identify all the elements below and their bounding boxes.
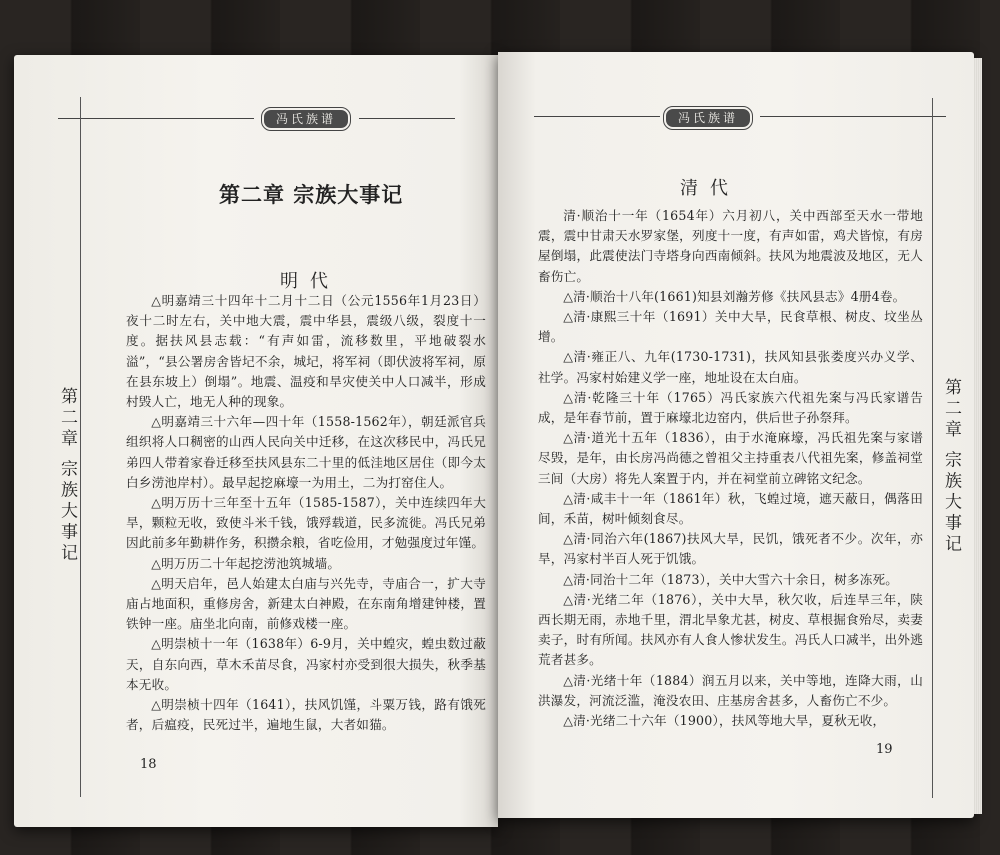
left-page xyxy=(14,55,498,827)
entry: △清·同治十二年（1873），关中大雪六十余日，树多冻死。 xyxy=(563,571,899,587)
entry: △明万历二十年起挖涝池筑城墙。 xyxy=(151,555,341,571)
page-number: 19 xyxy=(876,742,893,757)
entry: △明万历十三年至十五年（1585-1587），关中连续四年大旱，颗粒无收，致使斗米千钱，饿殍载道，民多流徙。冯氏兄弟因此前多年勤耕作务，积攒余粮，省吃俭用，才勉强度过年馑。 xyxy=(126,495,486,551)
entry: △明崇桢十四年（1641），扶风饥馑，斗粟万钱，路有饿死者，后瘟疫，民死过半，遍地生鼠，大者如猫。 xyxy=(126,697,486,733)
section-title-ming: 明代 xyxy=(280,271,340,292)
entry: △清·乾隆三十年（1765）冯氏家族六代祖先案与冯氏家谱告成，是年春节前，置于麻壕北边窑内，供后世子孙祭拜。 xyxy=(538,389,923,426)
page-number: 18 xyxy=(140,757,157,772)
entry: △清·道光十五年（1836），由于水淹麻壕，冯氏祖先案与家谱尽毁，是年，由长房冯尚德之曾祖父主持重表八代祖先案，修盖祠堂三间（大房）将先人案置于内，并在祠堂前立碑铭文纪念。 xyxy=(538,430,923,486)
right-page xyxy=(498,52,974,818)
entry: △明天启年，邑人始建太白庙与兴先寺，寺庙合一，扩大寺庙占地面积，重修房舍，新建太白神殿，在东南角增建钟楼，置铁钟一座。庙坐北向南，前修戏楼一座。 xyxy=(126,575,486,632)
left-margin-rule xyxy=(80,97,81,797)
right-margin-rule xyxy=(932,98,933,798)
entry: △清·康熙三十年（1691）关中大旱，民食草根、树皮、坟坐丛增。 xyxy=(538,309,923,345)
chapter-title: 第二章 宗族大事记 xyxy=(219,182,404,207)
entry: △明嘉靖三十四年十二月十二日（公元1556年1月23日）夜十二时左右，关中地大震，震中华县，震级八级，裂度十一度。据扶风县志载：“有声如雷，流移数里，平地破裂水溢”，“县公署房舍皆圮不余，城圮，将军祠（即伏波将军祠，原在县东坡上）倒塌”。地震、温疫和旱灾使关中人口减半，形成村毁人亡，地无人种的现象。 xyxy=(126,293,486,410)
ming-entries xyxy=(126,291,486,735)
section-title-qing: 清代 xyxy=(680,178,740,199)
header-rule-left xyxy=(58,118,254,119)
entry: △清·顺治十八年(1661)知县刘瀚芳修《扶风县志》4册4卷。 xyxy=(563,288,906,304)
entry: △清·光绪十年（1884）润五月以来，关中等地，连降大雨，山洪瀑发，河流泛滥，淹没农田、庄基房舍甚多，人畜伤亡不少。 xyxy=(538,672,923,708)
header-rule-left xyxy=(534,116,660,117)
entry: 清·顺治十一年（1654年）六月初八，关中西部至天水一带地震，震中甘肃天水罗家堡，列度十一度，有声如雷，鸡犬皆惊，有房屋倒塌，此震使法门寺塔身向西南倾斜。扶风为地震波及地区，无人畜伤亡。 xyxy=(538,208,923,284)
page-edges xyxy=(974,58,982,814)
header-rule-right xyxy=(760,116,946,117)
entry: △清·雍正八、九年(1730-1731)，扶风知县张娄度兴办义学、社学。冯家村始建义学一座，地址设在太白庙。 xyxy=(538,349,923,385)
header-book-title: 冯氏族谱 xyxy=(664,107,752,129)
side-chapter-title: 第二章 宗族大事记 xyxy=(941,378,961,556)
header-book-title: 冯氏族谱 xyxy=(262,108,350,130)
qing-entries xyxy=(538,206,923,731)
entry: △清·同治六年(1867)扶风大旱，民饥，饿死者不少。次年，亦旱，冯家村半百人死于饥饿。 xyxy=(538,531,923,567)
entry: △明崇桢十一年（1638年）6-9月，关中蝗灾，蝗虫数过蔽天，自东向西，草木禾苗尽食，冯家村亦受到很大损失，秋季基本无收。 xyxy=(126,636,486,692)
side-chapter-title: 第二章 宗族大事记 xyxy=(57,387,77,565)
entry: △清·光绪二十六年（1900），扶风等地大旱，夏秋无收， xyxy=(563,713,886,729)
header-rule-right xyxy=(359,118,455,119)
entry: △清·咸丰十一年（1861年）秋，飞蝗过境，遮天蔽日，偶落田间，禾苗，树叶倾刻食尽。 xyxy=(538,490,923,527)
entry: △清·光绪二年（1876），关中大旱，秋欠收，后连旱三年，陕西长期无雨，赤地千里，渭北旱象尤甚，树皮、草根掘食殆尽，卖妻卖子，时有所闻。扶风亦有人食人惨状发生。冯氏人口减半，出外逃荒者甚多。 xyxy=(538,591,923,668)
entry: △明嘉靖三十六年—四十年（1558-1562年），朝廷派官兵组织将人口稠密的山西人民向关中迁移，在这次移民中，冯氏兄弟四人带着家眷迁移至扶风县东二十里的低洼地区居住（即今太白乡涝池岸村）。最早起挖麻壕一为用土，二为打窑住人。 xyxy=(126,414,486,490)
